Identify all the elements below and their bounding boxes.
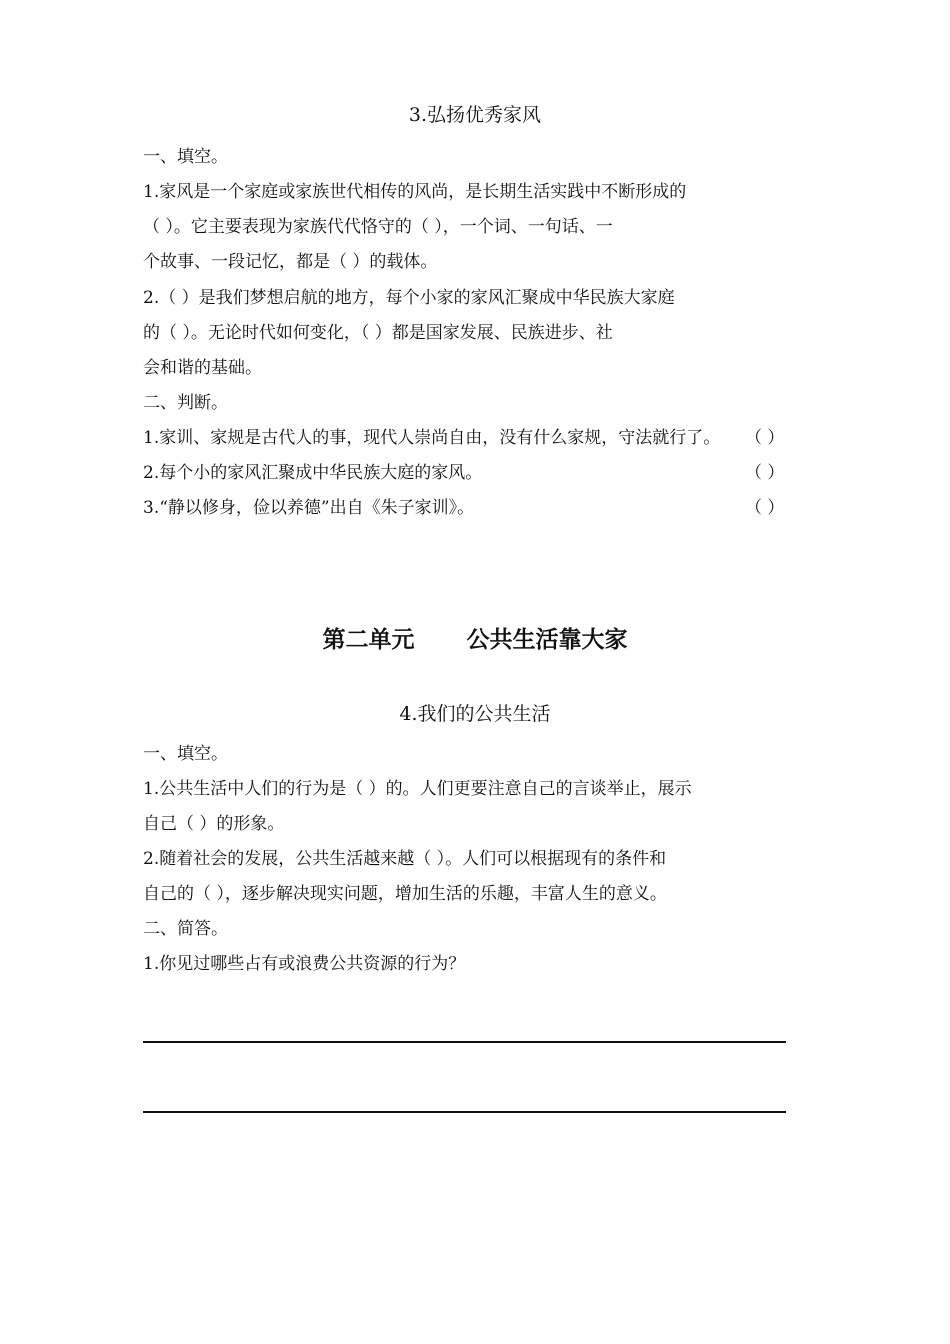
section-3-q2-line1: 2.（ ）是我们梦想启航的地方，每个小家的家风汇聚成中华民族大家庭: [143, 288, 675, 308]
judge-item-1-text: 1.家训、家规是古代人的事，现代人崇尚自由，没有什么家规，守法就行了。: [143, 428, 721, 448]
section-4-fill-heading: 一、填空。: [143, 744, 228, 764]
answer-line-1[interactable]: [143, 1041, 786, 1043]
section-4-title: 4.我们的公共生活: [399, 703, 551, 725]
judge-item-1-answer-paren: （ ）: [745, 428, 785, 448]
judge-item-3-answer-paren: （ ）: [745, 498, 785, 518]
judge-item-2-answer-paren: （ ）: [745, 463, 785, 483]
section-3-q1-line3: 个故事、一段记忆，都是（ ）的载体。: [143, 252, 438, 272]
section-4-q3-text: 1.你见过哪些占有或浪费公共资源的行为？: [143, 954, 466, 974]
section-4-q2-line1: 2.随着社会的发展，公共生活越来越（ ）。人们可以根据现有的条件和: [143, 849, 667, 869]
unit-2-label: 第二单元: [322, 627, 415, 653]
answer-line-2[interactable]: [143, 1111, 786, 1113]
section-3-q1-line2: （ ）。它主要表现为家族代代恪守的（ ），一个词、一句话、一: [143, 217, 613, 237]
section-3-q2-line2: 的（ ）。无论时代如何变化，（ ）都是国家发展、民族进步、社: [143, 323, 613, 343]
section-3-fill-heading: 一、填空。: [143, 147, 228, 167]
unit-2-heading: [0, 626, 950, 654]
section-3-q2-line3: 会和谐的基础。: [143, 358, 262, 378]
section-4-q1-line1: 1.公共生活中人们的行为是（ ）的。人们更要注意自己的言谈举止，展示: [143, 779, 692, 799]
judge-item-2-text: 2.每个小的家风汇聚成中华民族大庭的家风。: [143, 463, 483, 483]
section-4-q1-line2: 自己（ ）的形象。: [143, 814, 285, 834]
section-3-title: 3.弘扬优秀家风: [408, 104, 542, 126]
section-4-q2-line2: 自己的（ ），逐步解决现实问题，增加生活的乐趣，丰富人生的意义。: [143, 884, 667, 904]
section-3-judge-heading: 二、判断。: [143, 393, 228, 413]
section-4-answer-heading: 二、简答。: [143, 919, 228, 939]
judge-item-3-text: 3.“静以修身，俭以养德”出自《朱子家训》。: [143, 498, 475, 518]
section-3-q1-line1: 1.家风是一个家庭或家族世代相传的风尚，是长期生活实践中不断形成的: [143, 182, 687, 202]
unit-2-title: 公共生活靠大家: [466, 627, 628, 653]
